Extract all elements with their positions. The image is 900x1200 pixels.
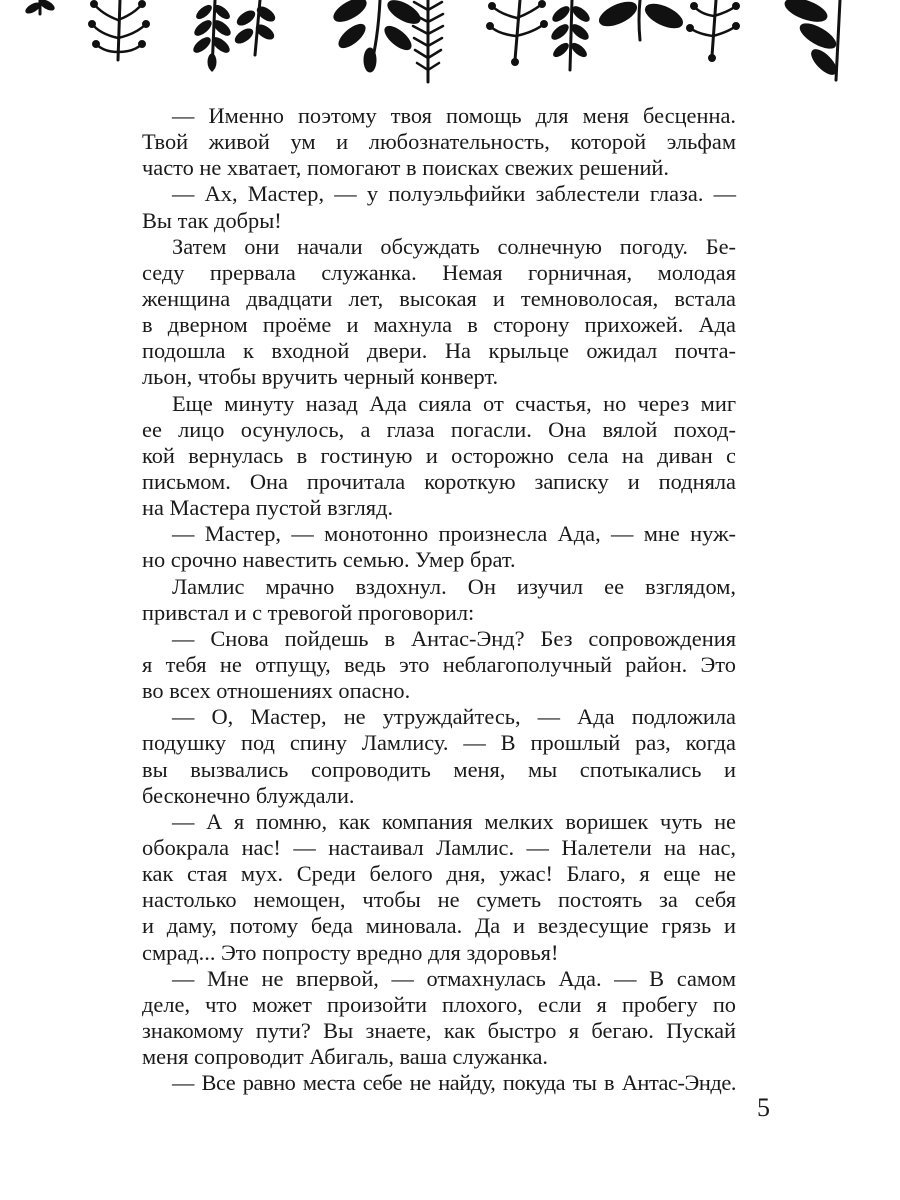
body-text — [142, 103, 736, 1096]
leaf-sprig-icon — [24, 0, 55, 15]
text-line: льон, чтобы вручить черный конверт. — [142, 364, 499, 390]
text-line: — Все равно места себе не найду, покуда ты в Антас-Энде. — [172, 1070, 736, 1096]
text-line: как стая мух. Среди белого дня, ужас! Благо, я еще не — [142, 861, 736, 887]
text-line: ее лицо осунулось, а глаза погасли. Она вялой поход- — [142, 416, 736, 442]
text-line: женщина двадцати лет, высокая и темноволосая, встала — [142, 285, 736, 311]
text-line: письмом. Она прочитала короткую записку и подняла — [142, 468, 736, 494]
text-line: кой вернулась в гостиную и осторожно села на диван с — [142, 442, 736, 468]
text-line: — О, Мастер, не утруждайтесь, — Ада подложила — [172, 704, 736, 730]
palm-leaf-icon — [596, 0, 686, 40]
text-line: — Снова пойдешь в Антас-Энд? Без сопровождения — [172, 625, 736, 651]
text-line: знакомому пути? Вы знаете, как быстро я бегаю. Пускай — [142, 1017, 736, 1043]
botanical-ornament — [0, 0, 900, 100]
text-line: настолько немощен, чтобы не суметь постоять за себя — [142, 887, 736, 913]
text-line: — Мне не впервой, — отмахнулась Ада. — В самом — [172, 965, 736, 991]
text-line: подошла к входной двери. На крыльце ожидал почта- — [142, 338, 736, 364]
berry-branch-icon — [687, 0, 740, 62]
page-number: 5 — [757, 1093, 770, 1122]
berry-branch-icon — [89, 0, 150, 60]
text-line: — Мастер, — монотонно произнесла Ада, — мне нуж- — [172, 521, 736, 547]
palm-leaf-icon — [330, 0, 423, 72]
text-line: обокрала нас! — настаивал Ламлис. — Налетели на нас, — [142, 834, 736, 860]
text-line: — А я помню, как компания мелких воришек чуть не — [172, 808, 736, 834]
fern-icon — [191, 0, 232, 70]
text-line: деле, что может произойти плохого, если я пробегу по — [142, 991, 736, 1017]
text-line: — Ах, Мастер, — у полуэльфийки заблестели глаза. — — [172, 181, 736, 207]
text-line: Еще минуту назад Ада сияла от счастья, но через миг — [172, 390, 736, 416]
text-line: и даму, потому беда миновала. Да и вездесущие грязь и — [142, 913, 736, 939]
text-line: Твой живой ум и любознательность, которой эльфам — [142, 129, 736, 155]
text-line: подушку под спину Ламлису. — В прошлый раз, когда — [142, 730, 736, 756]
text-line: во всех отношениях опасно. — [142, 678, 411, 704]
text-line: Ламлис мрачно вздохнул. Он изучил ее взглядом, — [172, 573, 736, 599]
text-line: Вы так добры! — [142, 207, 282, 233]
text-line: на Мастера пустой взгляд. — [142, 495, 394, 521]
text-line: меня сопроводит Абигаль, ваша служанка. — [142, 1044, 548, 1070]
text-line: привстал и с тревогой проговорил: — [142, 599, 475, 625]
palm-leaf-icon — [782, 0, 840, 80]
berry-branch-icon — [487, 0, 548, 66]
text-line: но срочно навестить семью. Умер брат. — [142, 547, 516, 573]
text-line: — Именно поэтому твоя помощь для меня бесценна. — [172, 103, 736, 128]
leaf-cluster-icon — [233, 0, 277, 55]
text-line: часто не хватает, помогают в поисках свежих решений. — [142, 155, 670, 181]
text-line: в дверном проёме и махнула в сторону прихожей. Ада — [142, 312, 736, 338]
text-line: вы вызвались сопроводить меня, мы спотыкались и — [142, 756, 736, 782]
text-line: Затем они начали обсуждать солнечную погоду. Бе- — [172, 233, 736, 259]
fern-icon — [549, 0, 591, 70]
text-line: бесконечно блуждали. — [142, 782, 355, 808]
text-line: я тебя не отпущу, ведь это неблагополучный район. Это — [142, 651, 736, 677]
text-line: седу прервала служанка. Немая горничная, молодая — [142, 259, 736, 285]
text-line: смрад... Это попросту вредно для здоровья! — [142, 939, 559, 965]
